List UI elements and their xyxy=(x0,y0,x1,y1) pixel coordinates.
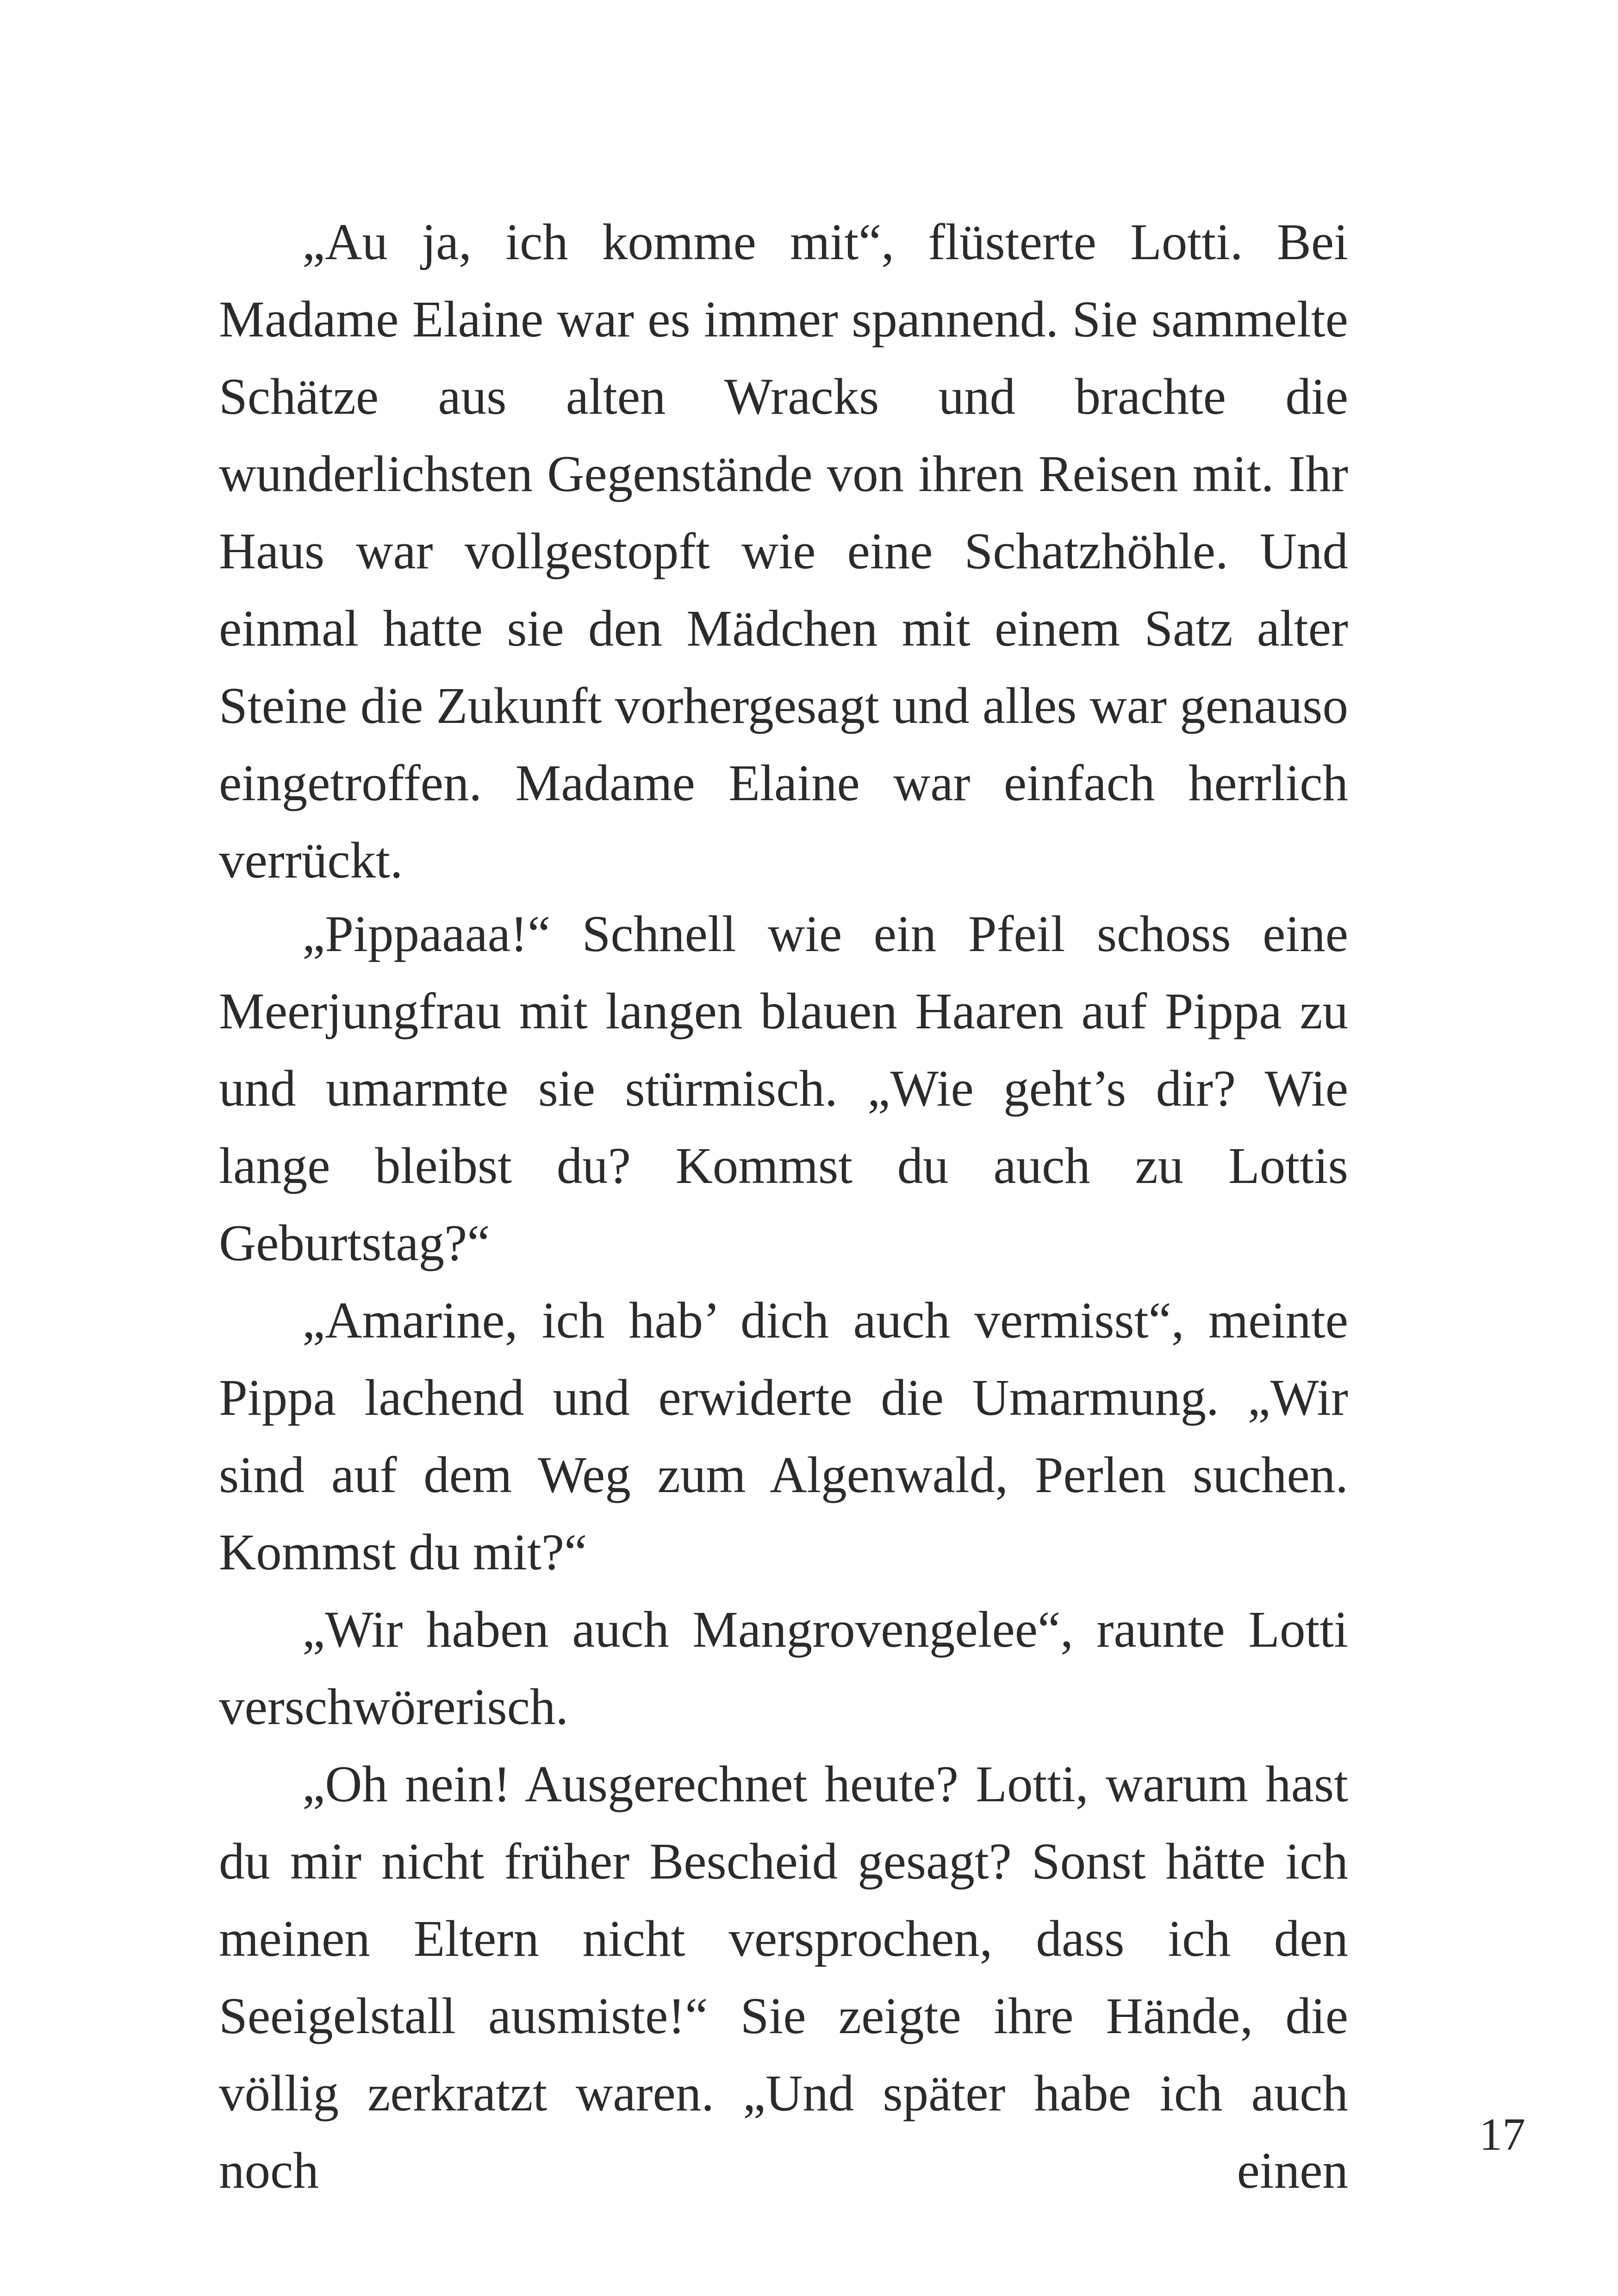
paragraph: „Au ja, ich komme mit“, flüsterte Lotti. Bei Madame Elaine war es immer spannend. Sie sammelte Schätze aus alten Wracks und brachte die wunderlichsten Gegenstände von ihren Reisen mit. Ihr Haus war vollgestopft wie eine Schatzhöhle. Und einmal hatte sie den Mädchen mit einem Satz alter Steine die Zukunft vorhergesagt und alles war genauso eingetroffen. Madame Elaine war einfach herrlich verrückt. xyxy=(219,214,1348,889)
paragraph: „Pippaaaa!“ Schnell wie ein Pfeil schoss eine Meerjungfrau mit langen blauen Haaren auf Pippa zu und umarmte sie stürmisch. „Wie geht’s dir? Wie lange bleibst du? Kommst du auch zu Lottis Geburtstag?“ xyxy=(219,906,1348,1272)
paragraph: „Oh nein! Ausgerechnet heute? Lotti, warum hast du mir nicht früher Bescheid gesagt? Sonst hätte ich meinen Eltern nicht versprochen, dass ich den Seeigelstall ausmiste!“ Sie zeigte ihre Hände, die völlig zerkratzt waren. „Und später habe ich auch noch einen xyxy=(219,1756,1348,2199)
paragraph: „Wir haben auch Mangrovengelee“, raunte Lotti verschwörerisch. xyxy=(219,1601,1348,1736)
text-section-1 xyxy=(219,204,1348,899)
page-number: 17 xyxy=(1479,2109,1525,2160)
paragraph: „Amarine, ich hab’ dich auch vermisst“, meinte Pippa lachend und erwiderte die Umarmung. „Wir sind auf dem Weg zum Algenwald, Perlen suchen. Kommst du mit?“ xyxy=(219,1292,1348,1581)
text-section-2 xyxy=(219,896,1348,2209)
